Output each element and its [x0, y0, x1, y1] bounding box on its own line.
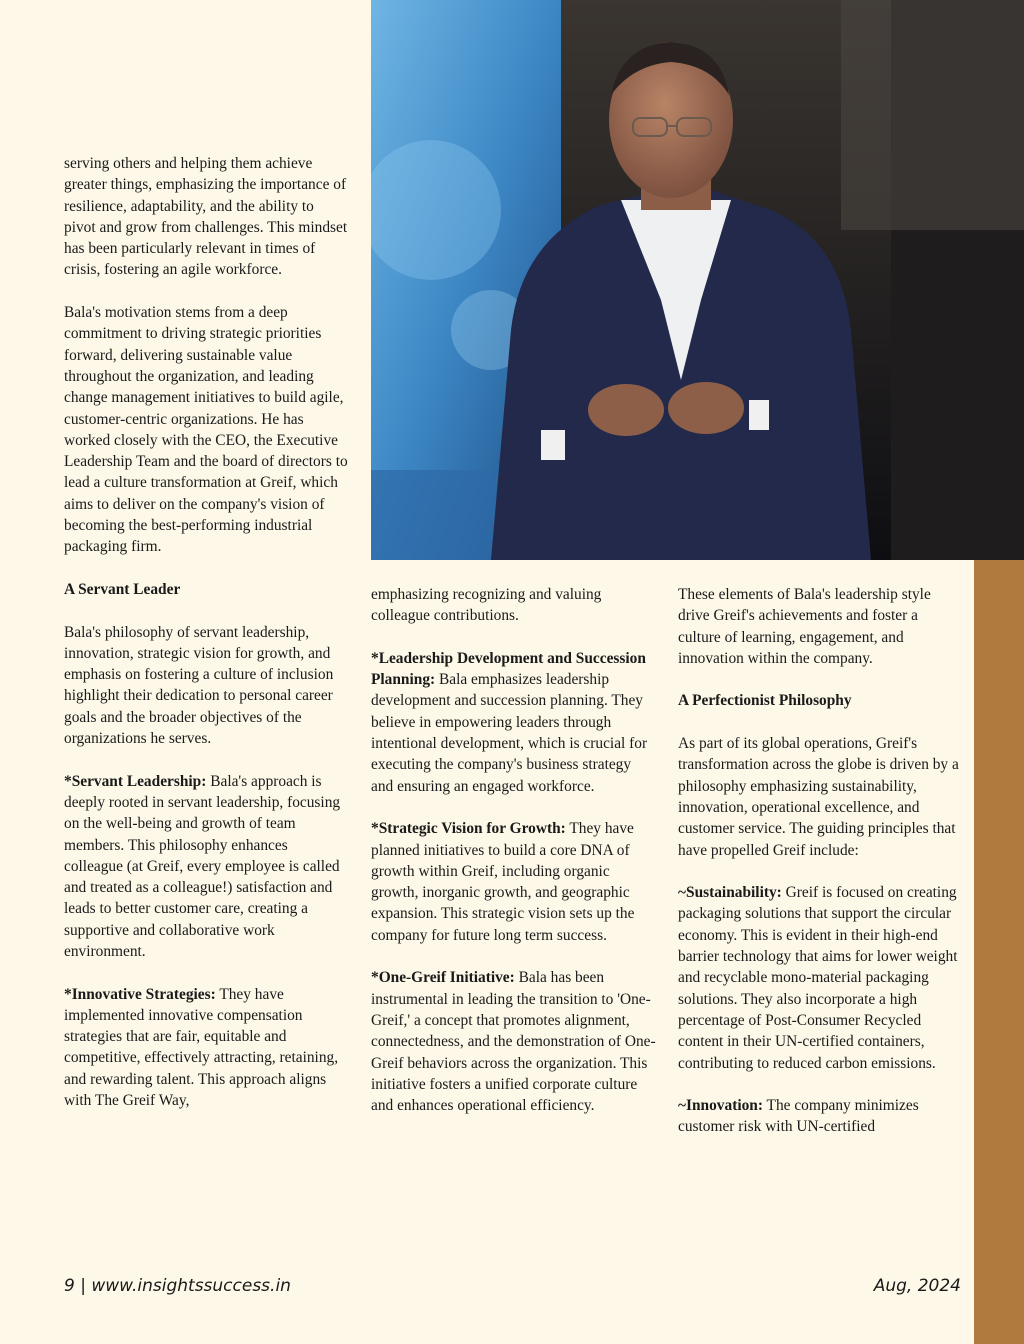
paragraph: Bala's motivation stems from a deep commitment to driving strategic priorities forward, delivering sustainable value throughout the organization, and leading change management initiatives to build agile, customer-centric organizations. He has worked closely with the CEO, the Executive Leadership Team and the board of directors to lead a culture transformation at Greif, which aims to deliver on the company's vision of becoming the best-performing industrial packaging firm. [64, 304, 348, 556]
article-column-3 [678, 584, 964, 1138]
section-heading: A Perfectionist Philosophy [678, 692, 852, 710]
point-label: *Servant Leadership: [64, 772, 207, 790]
paragraph: ~Innovation: The company minimizes customer risk with UN-certified [678, 1097, 919, 1136]
paragraph: *Servant Leadership: Bala's approach is deeply rooted in servant leadership, focusing on the well-being and growth of team members. This philosophy enhances colleague (at Greif, every employee is called and treated as a colleague!) satisfaction and leads to better customer care, creating a supportive and collaborative work environment. [64, 772, 341, 960]
paragraph: Bala's philosophy of servant leadership, innovation, strategic vision for growth, and emphasis on fostering a culture of inclusion highlight their dedication to personal career goals and the broader objectives of the organizations he serves. [64, 623, 334, 748]
footer-date: Aug, 2024 [873, 1276, 961, 1296]
footer-page-url: 9 | www.insightssuccess.in [64, 1276, 291, 1296]
paragraph: emphasizing recognizing and valuing colleague contributions. [371, 586, 602, 625]
paragraph: ~Sustainability: Greif is focused on creating packaging solutions that support the circular economy. This is evident in their high-end barrier technology that aims for lower weight and recyclable mono-material packaging solutions. They also incorporate a high percentage of Post-Consumer Recycled content in their UN-certified containers, contributing to reduced carbon emissions. [678, 884, 958, 1072]
paragraph: *Strategic Vision for Growth: They have planned initiatives to build a core DNA of growth within Greif, including organic growth, inorganic growth, and geographic expansion. This strategic vision sets up the company for future long term success. [371, 820, 635, 944]
point-label: *Leadership Development and Succession Planning: [371, 649, 646, 689]
paragraph: These elements of Bala's leadership style drive Greif's achievements and foster a culture of learning, engagement, and innovation within the company. [678, 586, 931, 667]
paragraph: *Innovative Strategies: They have implemented innovative compensation strategies that are fair, equitable and competitive, effectively attracting, retaining, and rewarding talent. This approach aligns with The Greif Way, [64, 985, 339, 1110]
point-label: *Innovative Strategies: [64, 985, 216, 1003]
side-accent-bar [974, 560, 1024, 1344]
paragraph: *One-Greif Initiative: Bala has been instrumental in leading the transition to 'One-Greif,' a concept that promotes alignment, connectedness, and the demonstration of One-Greif behaviors across the organization. This initiative fosters a unified corporate culture and enhances operational efficiency. [371, 969, 656, 1115]
paragraph: serving others and helping them achieve greater things, emphasizing the importance of resilience, adaptability, and the ability to pivot and grow from challenges. This mindset has been particularly relevant in times of crisis, fostering an agile workforce. [64, 155, 348, 279]
point-label: ~Innovation: [678, 1097, 763, 1115]
point-label: *One-Greif Initiative: [371, 969, 515, 987]
section-heading: A Servant Leader [64, 580, 181, 598]
paragraph: *Leadership Development and Succession Planning: Bala emphasizes leadership development and succession planning. They believe in empowering leaders through intentional development, which is crucial for executing the company's business strategy and ensuring an engaged workforce. [371, 649, 648, 795]
paragraph: As part of its global operations, Greif's transformation across the globe is driven by a philosophy emphasizing sustainability, innovation, operational excellence, and customer service. The guiding principles that have propelled Greif include: [678, 735, 959, 859]
article-column-1 [64, 153, 349, 1111]
speaker-photo [371, 0, 1024, 560]
article-column-2 [371, 584, 657, 1116]
point-label: ~Sustainability: [678, 884, 782, 902]
point-label: *Strategic Vision for Growth: [371, 820, 566, 838]
